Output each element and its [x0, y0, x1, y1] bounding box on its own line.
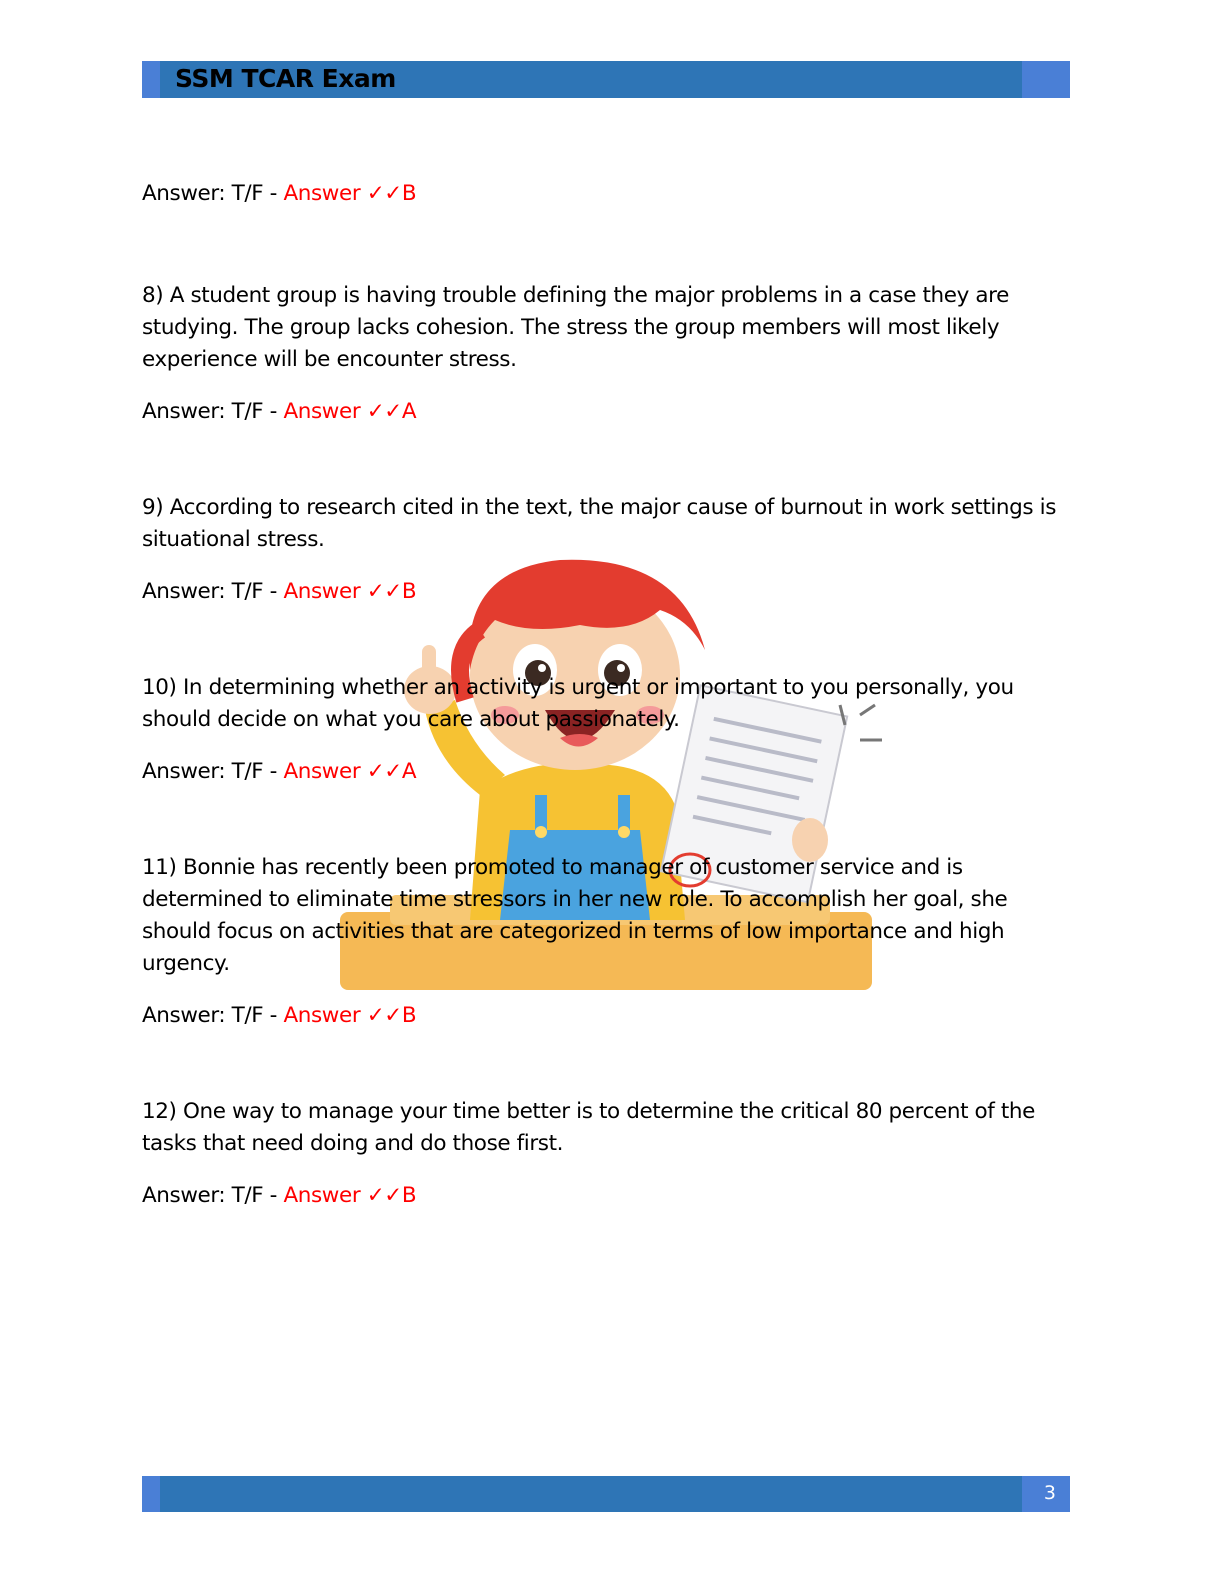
header-accent-left — [142, 61, 160, 98]
answer-value: Answer ✓✓B — [283, 1003, 417, 1028]
answer-value: Answer ✓✓B — [283, 181, 417, 206]
answer-value: Answer ✓✓A — [283, 399, 417, 424]
footer-accent-left — [142, 1476, 160, 1512]
page-title: SSM TCAR Exam — [175, 64, 396, 93]
answer-prefix: Answer: T/F - — [142, 579, 284, 604]
question-11: 11) Bonnie has recently been promoted to manager of customer service and is determined to eliminate time stressors in her new role. To accomplish her goal, she should focus on activities that are categorized in terms of low importance and high urgency. — [142, 855, 1008, 976]
question-8: 8) A student group is having trouble defining the major problems in a case they are studying. The group lacks cohesion. The stress the group members will most likely experience will be encounter stress. — [142, 283, 1009, 372]
answer-line — [142, 1000, 416, 1032]
answer-prefix: Answer: T/F - — [142, 759, 284, 784]
header-bar — [142, 61, 1070, 98]
answer-line — [142, 396, 416, 428]
header-accent-right — [1022, 61, 1070, 98]
footer-bar — [142, 1476, 1070, 1512]
answer-line — [142, 178, 416, 210]
answer-line — [142, 1180, 416, 1212]
answer-prefix: Answer: T/F - — [142, 181, 284, 206]
answer-value: Answer ✓✓B — [283, 579, 417, 604]
answer-line — [142, 576, 416, 608]
question-12: 12) One way to manage your time better is to determine the critical 80 percent of the tasks that need doing and do those first. — [142, 1099, 1035, 1156]
answer-prefix: Answer: T/F - — [142, 1003, 284, 1028]
question-9: 9) According to research cited in the text, the major cause of burnout in work settings is situational stress. — [142, 495, 1057, 552]
answer-line — [142, 756, 416, 788]
answer-prefix: Answer: T/F - — [142, 1183, 284, 1208]
answer-value: Answer ✓✓A — [283, 759, 417, 784]
page-number: 3 — [1043, 1482, 1056, 1504]
question-10: 10) In determining whether an activity is urgent or important to you personally, you should decide on what you care about passionately. — [142, 675, 1014, 732]
answer-value: Answer ✓✓B — [283, 1183, 417, 1208]
answer-prefix: Answer: T/F - — [142, 399, 284, 424]
